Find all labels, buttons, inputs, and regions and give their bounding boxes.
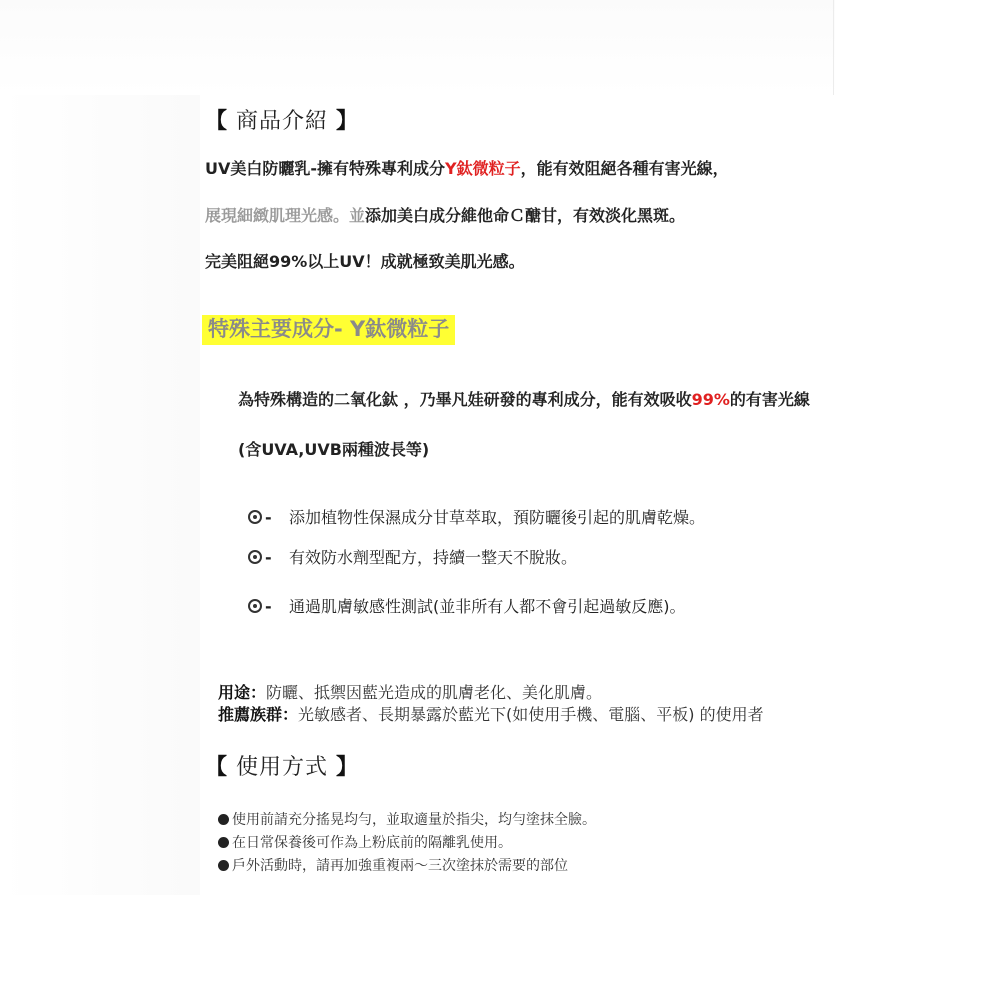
bullet-dot-icon [218, 837, 229, 848]
left-shade [0, 95, 200, 895]
intro-line-1-b: ，能有效阻絕各種有害光線， [520, 159, 729, 178]
usage-target-label: 推薦族群： [218, 705, 299, 724]
intro-line-1-a: UV美白防曬乳-擁有特殊專利成分 [205, 159, 446, 178]
target-bullet-icon [248, 599, 262, 613]
intro-line-1 [205, 156, 729, 179]
ingredient-heading-text: 特殊主要成分- Y鈦微粒子 [202, 315, 455, 345]
bullet-dash: - [265, 597, 272, 616]
feature-text: 有效防水劑型配方，持續一整天不脫妝。 [289, 548, 578, 567]
bullet-dot-icon [218, 814, 229, 825]
ingredient-desc-b: 的有害光線 [729, 390, 810, 409]
feature-text: 通過肌膚敏感性測試(並非所有人都不會引起過敏反應)。 [289, 597, 686, 616]
how-to-step-text: 在日常保養後可作為上粉底前的隔離乳使用。 [232, 835, 512, 851]
target-bullet-icon [248, 550, 262, 564]
product-intro-title [205, 104, 359, 135]
ingredient-desc-line-1 [238, 387, 810, 410]
how-to-use-title [205, 750, 359, 781]
intro-line-1-highlight: Y鈦微粒子 [445, 159, 521, 178]
how-to-step-text: 使用前請充分搖晃均勻，並取適量於指尖，均勻塗抹全臉。 [232, 812, 596, 828]
intro-line-2 [205, 203, 685, 226]
feature-item [248, 545, 577, 568]
feature-text: 添加植物性保濕成分甘草萃取，預防曬後引起的肌膚乾燥。 [289, 508, 706, 527]
panel-edge [833, 0, 834, 95]
bullet-dash: - [265, 508, 272, 527]
usage-target [218, 702, 764, 725]
intro-line-2-b: 添加美白成分維他命Ｃ醣甘，有效淡化黑斑。 [365, 206, 686, 225]
how-to-step [218, 855, 568, 875]
ingredient-heading [202, 313, 455, 343]
ingredient-desc-line-2: (含UVA,UVB兩種波長等) [238, 440, 430, 459]
usage-target-text: 光敏感者、長期暴露於藍光下(如使用手機、電腦、平板) 的使用者 [298, 705, 764, 724]
how-to-step [218, 832, 512, 852]
feature-item [248, 505, 705, 528]
title-bracket-open: 【 [205, 755, 229, 780]
usage-purpose-label: 用途： [218, 683, 267, 702]
bullet-dash: - [265, 548, 272, 567]
intro-line-3: 完美阻絕99%以上UV！成就極致美肌光感。 [205, 252, 525, 271]
target-bullet-icon [248, 510, 262, 524]
bullet-dot-icon [218, 860, 229, 871]
usage-purpose [218, 680, 602, 703]
ingredient-desc-percent: 99% [691, 390, 730, 409]
product-intro-title-text: 商品介紹 [236, 109, 329, 134]
title-bracket-open: 【 [205, 109, 229, 134]
how-to-step [218, 809, 596, 829]
title-bracket-close: 】 [336, 755, 360, 780]
top-shade [0, 0, 835, 95]
intro-line-2-gray: 展現細緻肌理光感。並 [205, 206, 366, 225]
feature-item [248, 594, 686, 617]
ingredient-desc-a: 為特殊構造的二氧化鈦 ，乃畢凡娃研發的專利成分，能有效吸收 [238, 390, 692, 409]
how-to-use-title-text: 使用方式 [236, 755, 329, 780]
title-bracket-close: 】 [336, 109, 360, 134]
usage-purpose-text: 防曬、抵禦因藍光造成的肌膚老化、美化肌膚。 [266, 683, 603, 702]
how-to-step-text: 戶外活動時，請再加強重複兩～三次塗抹於需要的部位 [232, 858, 568, 874]
